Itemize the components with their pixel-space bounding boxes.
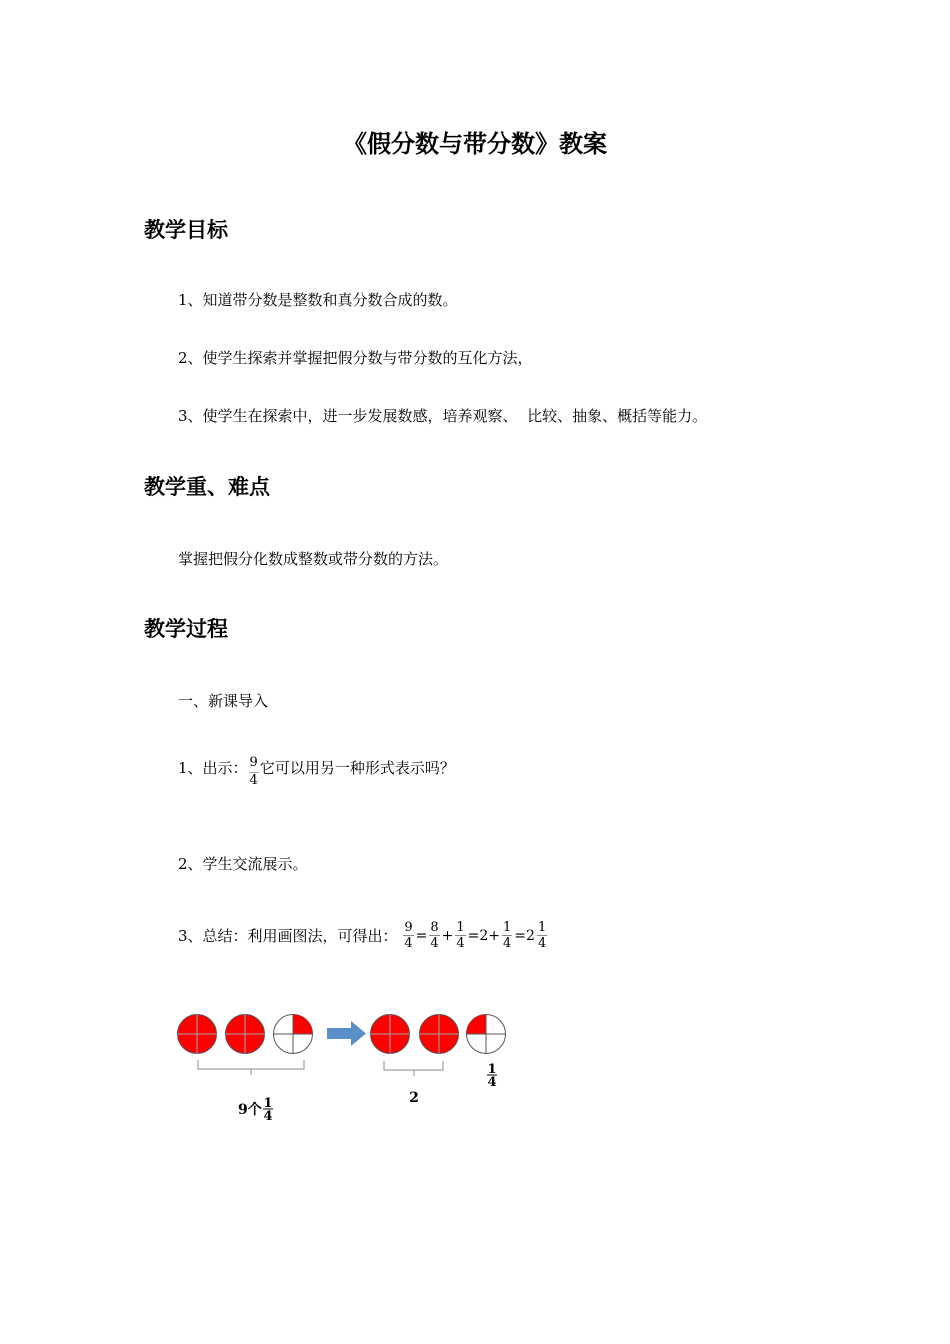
numerator: 1 bbox=[537, 920, 547, 935]
full-circle-4 bbox=[420, 1015, 459, 1054]
step3-prefix: 3、总结：利用画图法，可得出： bbox=[178, 927, 398, 945]
label-right-denominator: 4 bbox=[487, 1075, 497, 1090]
denominator: 4 bbox=[456, 936, 465, 951]
step1-prefix: 1、出示： bbox=[178, 759, 248, 777]
objective-item-3: 3、使学生在探索中，进一步发展数感，培养观察、 比较、抽象、概括等能力。 bbox=[178, 407, 708, 425]
fraction-circles-diagram bbox=[170, 1005, 530, 1130]
process-intro: 一、新课导入 bbox=[178, 692, 269, 710]
step3-line bbox=[178, 920, 548, 951]
label-right-numerator: 1 bbox=[487, 1062, 497, 1077]
quarter-circle-right bbox=[467, 1015, 506, 1054]
fraction-nine-quarters bbox=[249, 755, 259, 788]
objective-item-1: 1、知道带分数是整数和真分数合成的数。 bbox=[178, 291, 458, 309]
quarter-circle-left bbox=[274, 1015, 313, 1054]
equals-two: =2 bbox=[514, 927, 535, 944]
step2-line: 2、学生交流展示。 bbox=[178, 855, 308, 873]
denominator: 4 bbox=[404, 936, 413, 951]
heading-objectives: 教学目标 bbox=[144, 217, 228, 242]
step1-suffix: 它可以用另一种形式表示吗？ bbox=[259, 759, 455, 777]
fraction-denominator: 4 bbox=[249, 773, 258, 788]
full-circle-1 bbox=[178, 1015, 217, 1054]
denominator: 4 bbox=[503, 936, 512, 951]
objective-item-2: 2、使学生探索并掌握把假分数与带分数的互化方法， bbox=[178, 349, 533, 367]
right-arrow-icon bbox=[327, 1021, 366, 1046]
fraction-numerator: 9 bbox=[249, 755, 258, 770]
label-left-numerator: 1 bbox=[263, 1096, 273, 1111]
denominator: 4 bbox=[430, 936, 439, 951]
denominator: 4 bbox=[537, 936, 547, 951]
numerator: 1 bbox=[456, 920, 465, 935]
label-nine-count: 9个 bbox=[238, 1102, 262, 1118]
label-left-denominator: 4 bbox=[263, 1109, 273, 1124]
plus-sign: + bbox=[441, 927, 454, 944]
equation-fraction-5 bbox=[537, 920, 547, 951]
equation-fraction-4 bbox=[502, 920, 512, 951]
full-circle-3 bbox=[371, 1015, 410, 1054]
equals-two-plus: =2+ bbox=[467, 927, 501, 944]
step1-line bbox=[178, 757, 455, 788]
numerator: 1 bbox=[503, 920, 512, 935]
page-title: 《假分数与带分数》教案 bbox=[343, 129, 607, 158]
equation-fraction-1 bbox=[403, 920, 413, 951]
heading-process: 教学过程 bbox=[144, 616, 228, 641]
heading-key-points: 教学重、难点 bbox=[144, 474, 270, 499]
numerator: 9 bbox=[404, 920, 413, 935]
brace-middle bbox=[384, 1061, 443, 1076]
numerator: 8 bbox=[430, 920, 439, 935]
equals-sign: = bbox=[415, 927, 428, 944]
equation-fraction-2 bbox=[429, 920, 439, 951]
equation-fraction-3 bbox=[455, 920, 465, 951]
label-middle-two: 2 bbox=[409, 1090, 419, 1106]
key-points-text: 掌握把假分化数成整数或带分数的方法。 bbox=[178, 550, 449, 568]
full-circle-2 bbox=[226, 1015, 265, 1054]
brace-left bbox=[198, 1060, 304, 1075]
